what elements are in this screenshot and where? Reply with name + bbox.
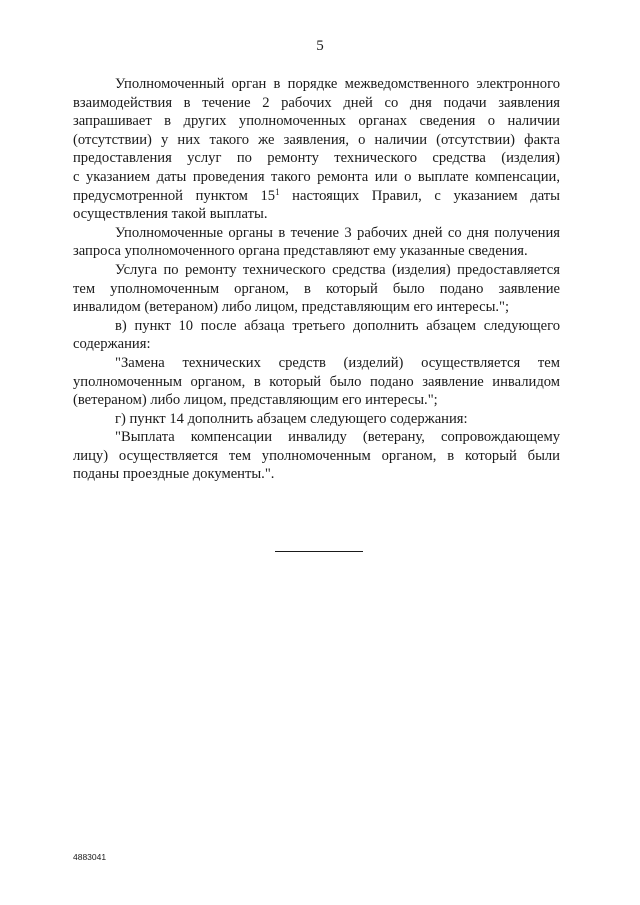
text-line — [73, 465, 560, 484]
text-line — [73, 131, 560, 150]
line-text: предоставления услуг по ремонту технического средства (изделия) — [73, 150, 560, 167]
text-line — [73, 75, 560, 94]
line-text: содержания: — [73, 336, 151, 353]
text-line — [73, 298, 560, 317]
text-line — [73, 205, 560, 224]
line-text: "Замена технических средств (изделий) осуществляется тем — [115, 354, 560, 371]
text-line — [73, 447, 560, 466]
line-text: (ветераном) либо лицом, представляющим его интересы."; — [73, 392, 438, 409]
page-number: 5 — [316, 38, 324, 54]
text-line — [73, 335, 560, 354]
line-text: с указанием даты проведения такого ремонта или о выплате компенсации, — [73, 168, 560, 185]
line-text: "Выплата компенсации инвалиду (ветерану, сопровождающему — [115, 429, 560, 446]
text-line — [73, 261, 560, 280]
text-line — [73, 187, 560, 206]
end-rule — [275, 551, 363, 552]
line-text: Уполномоченный орган в порядке межведомственного электронного — [115, 76, 560, 92]
text-line — [73, 149, 560, 168]
line-text: осуществления такой выплаты. — [73, 206, 268, 223]
line-text: поданы проездные документы.". — [73, 466, 275, 483]
text-line — [73, 410, 560, 429]
line-text: уполномоченным органом, в который было подано заявление инвалидом — [73, 373, 560, 390]
line-text-continued: настоящих Правил, с указанием даты — [279, 187, 560, 204]
text-line — [73, 373, 560, 392]
line-text: в) пункт 10 после абзаца третьего дополнить абзацем следующего — [115, 317, 560, 334]
line-text: запроса уполномоченного органа представляют ему указанные сведения. — [73, 243, 528, 260]
line-text: (отсутствии) у них такого же заявления, о наличии (отсутствии) факта — [73, 131, 560, 148]
text-line — [73, 94, 560, 113]
document-body — [73, 75, 560, 484]
line-text: Уполномоченные органы в течение 3 рабочих дней со дня получения — [115, 224, 560, 241]
text-line — [73, 280, 560, 299]
line-text: лицу) осуществляется тем уполномоченным органом, в который были — [73, 447, 560, 464]
text-line — [73, 168, 560, 187]
text-line — [73, 354, 560, 373]
line-text: взаимодействия в течение 2 рабочих дней со дня подачи заявления — [73, 94, 560, 111]
text-line — [73, 224, 560, 243]
line-text: г) пункт 14 дополнить абзацем следующего содержания: — [115, 410, 468, 427]
text-line — [73, 317, 560, 336]
document-code: 4883041 — [73, 852, 107, 862]
text-line — [73, 428, 560, 447]
line-text: запрашивает в других уполномоченных органах сведения о наличии — [73, 113, 560, 130]
superscript: 1 — [275, 186, 280, 197]
line-text: Услуга по ремонту технического средства (изделия) предоставляется — [115, 261, 560, 278]
line-text: инвалидом (ветераном) либо лицом, представляющим его интересы."; — [73, 299, 510, 316]
text-line — [73, 112, 560, 131]
line-text: предусмотренной пунктом 15 — [73, 187, 276, 204]
line-text: тем уполномоченным органом, в который было подано заявление — [73, 280, 560, 297]
text-line — [73, 391, 560, 410]
text-line — [73, 242, 560, 261]
